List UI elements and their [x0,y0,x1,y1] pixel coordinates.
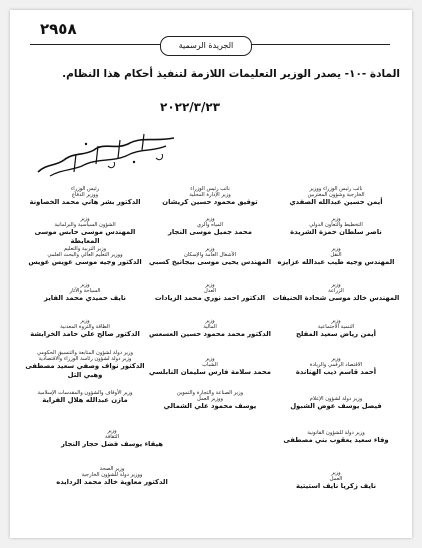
minister-role: نائب رئيس الوزراء وزير الإدارة المحلية [189,186,231,198]
minister-signatory [272,186,400,207]
minister-name: أيمن حسين عبدالله الصفدي [289,198,383,206]
decree-date: ٢٠٢٢/٣/٢٣ [160,100,221,114]
minister-signatory [22,466,202,487]
minister-signatory [148,246,272,267]
minister-role: وزير العدل [203,282,217,294]
minister-role: وزير التربية والتعليم ووزير التعليم العالي والبحث العلمي [47,246,123,258]
minister-signatory [272,318,400,339]
minister-role: رئيس الوزراء ووزير الدفاع [70,186,100,198]
minister-name: الدكتور معاوية خالد محمد الردايده [56,478,168,486]
minister-name: محمد سلامة فارس سليمان النابلسي [149,368,271,376]
minister-role: وزير السياحة والآثار [69,282,101,294]
royal-signature [24,128,184,180]
minister-role: وزير الأوقاف والشؤون والمقدسات الإسلامية [37,390,133,396]
minister-signatory [272,430,400,445]
minister-signatory [148,186,272,207]
minister-role: وزير الصناعة والتجارة والتموين ووزير العمل [176,390,244,402]
minister-signatory [22,282,148,303]
gazette-page [10,10,412,538]
minister-name: محمد جميل موسى النجار [167,228,253,236]
minister-role: وزير الشؤون السياسية والبرلمانية [54,216,116,228]
minister-name: نايف زكريا نايف استيتية [295,482,377,490]
signature-graphic [24,128,184,180]
minister-name: المهندس خالد موسى شحادة الحنيفات [272,294,400,302]
minister-signatory [148,390,272,411]
minister-signatory [148,318,272,339]
minister-name: نايف حميدي محمد الفايز [44,294,126,302]
minister-signatory [22,318,148,339]
minister-role: وزير المياه والري [197,216,223,228]
minister-role: وزير التخطيط والتعاون الدولي [309,216,363,228]
minister-name: أحمد قاسم ذيب الهناندة [295,368,377,376]
minister-name: أيمن رياض سعيد المفلح [295,330,377,338]
minister-role: وزير دولة للشؤون القانونية [307,430,365,436]
gazette-title: الجريدة الرسمية [160,36,252,56]
minister-role: وزير دولة لشؤون الإعلام [309,396,363,402]
minister-role: وزير الأشغال العامة والإسكان [183,246,237,258]
minister-role: وزير الشباب [202,356,218,368]
minister-name: المهندس موسى حابس موسى المعايطة [34,228,136,245]
minister-name: توفيق محمود حسين كريشان [162,198,258,206]
minister-signatory [22,216,148,246]
minister-signatory [148,216,272,237]
minister-name: هيفاء يوسف فضل حجار النجار [61,440,163,448]
minister-role: وزير الثقافة [104,428,120,440]
minister-role: وزير دولة لشؤون المتابعة والتنسيق الحكومي وزير دولة لشؤون رئاسة الوزراء والاقتصادية [36,350,134,362]
minister-name: الدكتور صالح علي حامد الخرابشة [30,330,140,338]
minister-name: الدكتور نواف وصفي سعيد مصطفى وهبي التل [25,362,145,379]
minister-role: وزير النقل [330,246,342,258]
minister-name: المهندس يحيى موسى بيجانيخ كسبي [148,258,272,266]
minister-role: وزير العمل [329,470,343,482]
minister-signatory [22,428,202,449]
minister-role: وزير الصحة ووزير دولة للشؤون الخارجية [81,466,143,478]
minister-signatory [272,470,400,491]
minister-signatory [22,350,148,380]
minister-role: وزير الاقتصاد الرقمي والريادة [309,356,363,368]
minister-name: الدكتور بشر هاني محمد الخصاونة [29,198,141,206]
minister-signatory [22,390,148,405]
minister-name: ناصر سلطان حمزة الشريدة [290,228,382,236]
minister-signatory [272,356,400,377]
minister-name: وفاء سعيد يعقوب بني مصطفى [283,436,389,444]
minister-name: الدكتور احمد نوري محمد الزيادات [154,294,266,302]
page-number: ٢٩٥٨ [40,20,77,38]
minister-signatory [22,246,148,267]
minister-signatory [272,216,400,237]
minister-name: المهندس وجيه طيب عبدالله عزايزه [277,258,395,266]
minister-name: الدكتور محمد محمود حسين العسعس [149,330,271,338]
minister-role: نائب رئيس الوزراء ووزير الخارجية وشؤون المغتربين [307,186,365,198]
minister-role: وزير الطاقة والثروة المعدنية [60,318,110,330]
minister-signatory [22,186,148,207]
minister-name: فيصل يوسف عوض الشبول [290,402,382,410]
article-text: المادة -١٠- يصدر الوزير التعليمات اللازمة لتنفيذ أحكام هذا النظام. [62,68,400,80]
minister-name: الدكتور وجيه موسى عويس عويس [28,258,142,266]
minister-signatory [148,282,272,303]
minister-signatory [272,282,400,303]
minister-name: يوسف محمود علي الشمالي [163,402,257,410]
minister-signatory [272,246,400,267]
minister-role: وزير التنمية الاجتماعية [317,318,355,330]
minister-role: وزير المالية [203,318,217,330]
minister-signatory [148,356,272,377]
minister-role: وزير الزراعة [328,282,344,294]
minister-name: مازن عبدالله هلال الفراية [42,396,128,404]
minister-signatory [272,396,400,411]
